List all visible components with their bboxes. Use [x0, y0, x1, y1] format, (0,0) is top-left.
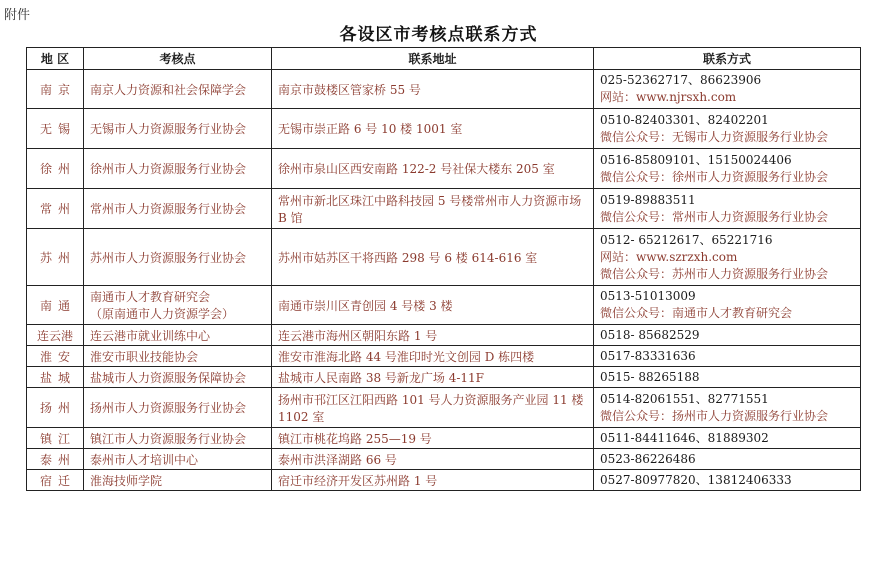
exam-site-name: 无锡市人力资源服务行业协会 [90, 122, 247, 136]
table-row [27, 388, 861, 428]
contact-web-info: 网站：www.njrsxh.com [600, 90, 737, 104]
exam-site-name: 常州市人力资源服务行业协会 [90, 202, 247, 216]
exam-site-name: 徐州市人力资源服务行业协会 [90, 162, 247, 176]
table-row [27, 70, 861, 109]
header-region: 地 区 [27, 48, 84, 70]
table-row [27, 189, 861, 229]
address-cell: 连云港市海州区朝阳东路 1 号 [272, 325, 594, 346]
address-cell: 淮安市淮海北路 44 号淮印时光文创园 D 栋四楼 [272, 346, 594, 367]
contact-cell [594, 367, 861, 388]
table-row [27, 109, 861, 149]
contact-phone: 0519-89883511 [600, 192, 696, 207]
exam-site-cell [84, 286, 272, 325]
contact-phone: 0512- 65212617、65221716 [600, 232, 773, 247]
address-cell: 无锡市崇正路 6 号 10 楼 1001 室 [272, 109, 594, 149]
contact-web-info: 微信公众号：徐州市人力资源服务行业协会 [600, 169, 829, 184]
table-row [27, 149, 861, 189]
exam-site-name: 扬州市人力资源服务行业协会 [90, 401, 247, 415]
exam-site-name: 淮海技师学院 [90, 473, 163, 488]
address-cell: 南通市崇川区青创园 4 号楼 3 楼 [272, 286, 594, 325]
table-row [27, 470, 861, 491]
region-cell: 镇江 [27, 428, 84, 449]
exam-site-name: 南京人力资源和社会保障学会 [90, 82, 247, 97]
exam-site-cell [84, 470, 272, 491]
contact-phone: 025-52362717、86623906 [600, 73, 762, 87]
region-cell: 连云港 [27, 325, 84, 346]
contact-cell [594, 325, 861, 346]
contact-phone: 0518- 85682529 [600, 327, 700, 342]
header-address: 联系地址 [272, 48, 594, 70]
table-row [27, 229, 861, 286]
contact-cell [594, 346, 861, 367]
table-row [27, 286, 861, 325]
contact-cell [594, 189, 861, 229]
table-header-row [27, 48, 861, 70]
exam-site-cell [84, 346, 272, 367]
table-row [27, 367, 861, 388]
contact-table [26, 47, 861, 491]
contact-phone: 0510-82403301、82402201 [600, 112, 769, 127]
address-cell: 苏州市姑苏区干将西路 298 号 6 楼 614-616 室 [272, 229, 594, 286]
header-exam-site: 考核点 [84, 48, 272, 70]
address-cell: 泰州市洪泽湖路 66 号 [272, 449, 594, 470]
table-row [27, 449, 861, 470]
contact-web-info: 微信公众号：扬州市人力资源服务行业协会 [600, 408, 829, 423]
exam-site-name: 淮安市职业技能协会 [90, 349, 199, 364]
contact-web-info: 微信公众号：无锡市人力资源服务行业协会 [600, 129, 829, 144]
exam-site-cell [84, 70, 272, 109]
exam-site-cell [84, 229, 272, 286]
contact-phone: 0514-82061551、82771551 [600, 391, 769, 406]
contact-web-info: 微信公众号：苏州市人力资源服务行业协会 [600, 266, 829, 281]
contact-phone: 0513-51013009 [600, 289, 696, 303]
table-row [27, 325, 861, 346]
region-cell: 盐城 [27, 367, 84, 388]
address-cell: 常州市新北区珠江中路科技园 5 号楼常州市人力资源市场 B 馆 [272, 189, 594, 229]
contact-web-info: 微信公众号：常州市人力资源服务行业协会 [600, 209, 829, 224]
address-cell: 徐州市泉山区西安南路 122-2 号社保大楼东 205 室 [272, 149, 594, 189]
exam-site-name: 盐城市人力资源服务保障协会 [90, 370, 247, 385]
address-cell: 扬州市邗江区江阳西路 101 号人力资源服务产业园 11 楼 1102 室 [272, 388, 594, 428]
exam-site-cell [84, 367, 272, 388]
address-cell: 南京市鼓楼区管家桥 55 号 [272, 70, 594, 109]
exam-site-cell [84, 449, 272, 470]
contact-phone: 0523-86226486 [600, 451, 696, 466]
contact-cell [594, 470, 861, 491]
exam-site-name: 南通市人才教育研究会 [90, 290, 211, 304]
region-cell: 无锡 [27, 109, 84, 149]
table-body [27, 70, 861, 491]
region-cell: 徐州 [27, 149, 84, 189]
exam-site-cell [84, 149, 272, 189]
table-row [27, 346, 861, 367]
region-cell: 宿迁 [27, 470, 84, 491]
contact-cell [594, 286, 861, 325]
contact-phone: 0515- 88265188 [600, 369, 700, 384]
address-cell: 宿迁市经济开发区苏州路 1 号 [272, 470, 594, 491]
contact-cell [594, 109, 861, 149]
region-cell: 苏州 [27, 229, 84, 286]
region-cell: 淮安 [27, 346, 84, 367]
exam-site-cell [84, 388, 272, 428]
exam-site-cell [84, 109, 272, 149]
address-cell: 盐城市人民南路 38 号新龙广场 4-11F [272, 367, 594, 388]
exam-site-name: 泰州市人才培训中心 [90, 452, 199, 467]
contact-cell [594, 388, 861, 428]
exam-site-cell [84, 189, 272, 229]
contact-phone: 0517-83331636 [600, 348, 696, 363]
attachment-label: 附件 [4, 8, 31, 23]
contact-phone: 0527-80977820、13812406333 [600, 472, 792, 487]
document-title: 各设区市考核点联系方式 [339, 25, 538, 45]
contact-cell [594, 449, 861, 470]
contact-phone: 0516-85809101、15150024406 [600, 152, 792, 167]
header-contact: 联系方式 [594, 48, 861, 70]
region-cell: 扬州 [27, 388, 84, 428]
exam-site-name: 连云港市就业训练中心 [90, 328, 211, 343]
contact-web-info: 网站：www.szrzxh.com [600, 249, 738, 264]
exam-site-name: 镇江市人力资源服务行业协会 [90, 431, 247, 446]
region-cell: 南京 [27, 70, 84, 109]
contact-cell [594, 70, 861, 109]
region-cell: 泰州 [27, 449, 84, 470]
contact-cell [594, 428, 861, 449]
exam-site-name: （原南通市人力资源学会） [90, 307, 235, 321]
address-cell: 镇江市桃花坞路 255—19 号 [272, 428, 594, 449]
contact-cell [594, 149, 861, 189]
contact-web-info: 微信公众号：南通市人才教育研究会 [600, 306, 793, 320]
contact-cell [594, 229, 861, 286]
table-row [27, 428, 861, 449]
contact-phone: 0511-84411646、81889302 [600, 430, 769, 445]
region-cell: 常州 [27, 189, 84, 229]
exam-site-cell [84, 428, 272, 449]
exam-site-name: 苏州市人力资源服务行业协会 [90, 250, 247, 265]
exam-site-cell [84, 325, 272, 346]
region-cell: 南通 [27, 286, 84, 325]
